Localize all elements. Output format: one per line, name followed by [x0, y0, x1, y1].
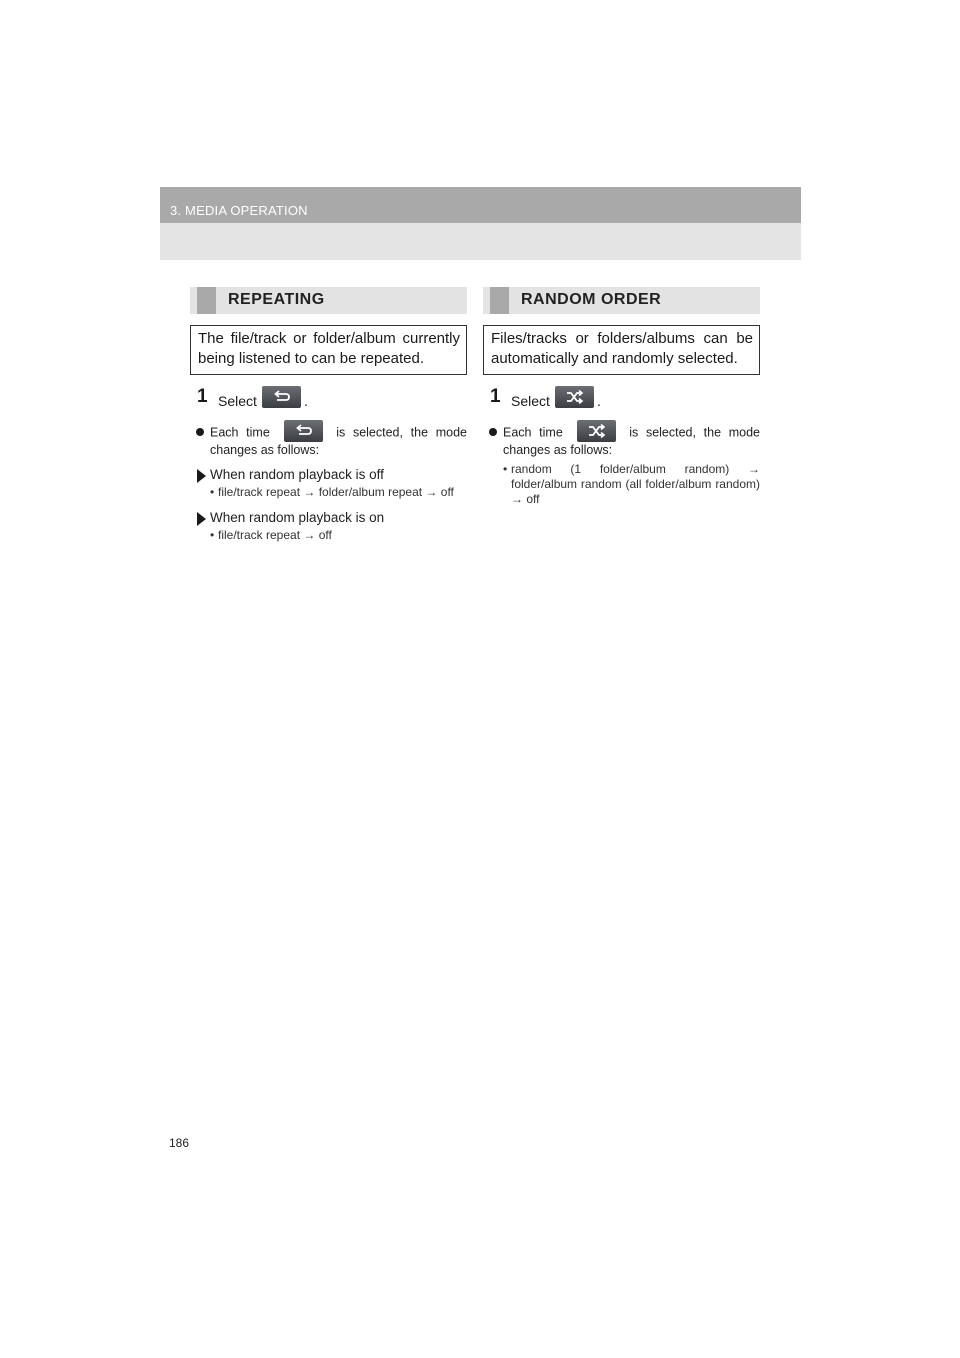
triangle-icon [197, 469, 206, 483]
bullet-each-time [483, 424, 760, 458]
item-text: file/track repeat → folder/album repeat → off [218, 485, 454, 499]
section-random-order [483, 287, 760, 507]
item-marker: • [210, 528, 215, 542]
intro-box: The file/track or folder/album currently being listened to can be repeated. [190, 325, 467, 375]
chapter-title: 3. MEDIA OPERATION [170, 203, 308, 218]
step-end: . [304, 393, 308, 409]
shuffle-icon [565, 389, 584, 405]
step-end: . [597, 393, 601, 409]
repeat-icon [294, 423, 313, 439]
section-heading [483, 287, 760, 314]
each-time-rest: is selected, the mode changes as follows: [503, 425, 760, 457]
each-time-rest: is selected, the mode changes as follows: [210, 425, 467, 457]
case-label: When random playback is on [210, 510, 385, 525]
section-heading [190, 287, 467, 314]
shuffle-button-inline[interactable] [577, 420, 616, 442]
section-title: RANDOM ORDER [521, 291, 662, 308]
triangle-icon [197, 512, 206, 526]
header-top-bar [160, 187, 801, 223]
each-time-label: Each time [503, 425, 563, 440]
header-band [160, 187, 801, 260]
bullet-dot [196, 428, 204, 436]
case-on-item [190, 528, 467, 543]
shuffle-icon [587, 423, 606, 439]
repeat-button[interactable] [262, 386, 301, 408]
section-title: REPEATING [228, 291, 325, 308]
shuffle-button[interactable] [555, 386, 594, 408]
item-marker: • [503, 462, 508, 476]
random-item [483, 462, 760, 507]
item-text: file/track repeat → off [218, 528, 332, 542]
case-label: When random playback is off [210, 467, 384, 482]
case-random-on [190, 510, 467, 525]
repeat-icon [272, 389, 291, 405]
step-1 [483, 386, 760, 412]
step-number: 1 [490, 386, 501, 407]
heading-marker [490, 287, 509, 314]
item-text: random (1 folder/album random) → folder/album random (all folder/album random) → off [511, 462, 760, 506]
case-random-off [190, 467, 467, 482]
item-marker: • [210, 485, 215, 499]
step-label: Select [218, 393, 257, 409]
intro-box: Files/tracks or folders/albums can be automatically and randomly selected. [483, 325, 760, 375]
section-repeating [190, 287, 467, 543]
page-number: 186 [169, 1136, 190, 1150]
repeat-button-inline[interactable] [284, 420, 323, 442]
each-time-label: Each time [210, 425, 270, 440]
heading-marker [197, 287, 216, 314]
step-label: Select [511, 393, 550, 409]
bullet-dot [489, 428, 497, 436]
bullet-each-time [190, 424, 467, 458]
step-number: 1 [197, 386, 208, 407]
case-off-item [190, 485, 467, 500]
step-1 [190, 386, 467, 412]
